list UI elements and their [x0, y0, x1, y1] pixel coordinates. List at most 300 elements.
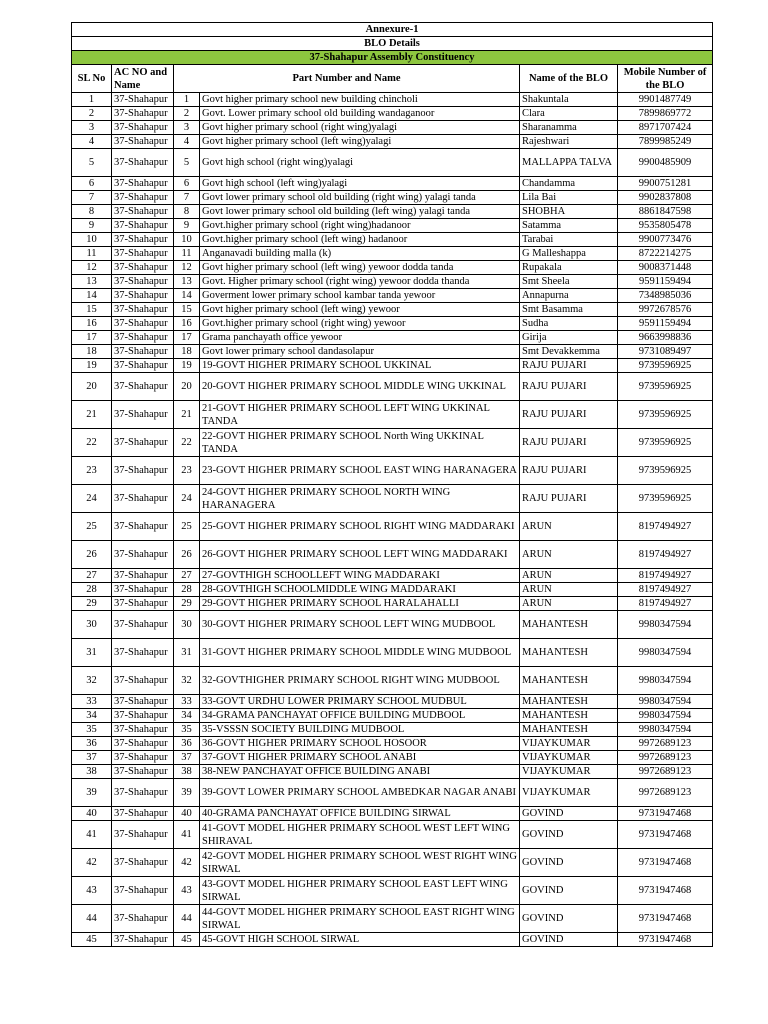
mobile-number-cell: 9731947468 [618, 807, 713, 821]
blo-name-cell: VIJAYKUMAR [520, 779, 618, 807]
part-number-cell: 14 [174, 289, 200, 303]
part-name-cell: Govt high school (right wing)yalagi [200, 149, 520, 177]
table-row [72, 191, 713, 205]
part-number-cell: 16 [174, 317, 200, 331]
part-number-cell: 31 [174, 639, 200, 667]
part-number-cell: 10 [174, 233, 200, 247]
part-name-cell: 31-GOVT HIGHER PRIMARY SCHOOL MIDDLE WING MUDBOOL [200, 639, 520, 667]
part-name-cell: 22-GOVT HIGHER PRIMARY SCHOOL North Wing UKKINAL TANDA [200, 429, 520, 457]
table-row [72, 289, 713, 303]
sl-no-cell: 12 [72, 261, 112, 275]
part-number-cell: 6 [174, 177, 200, 191]
constituency-banner: 37-Shahapur Assembly Constituency [72, 51, 713, 65]
mobile-number-cell: 9739596925 [618, 457, 713, 485]
blo-name-cell: GOVIND [520, 849, 618, 877]
blo-name-cell: RAJU PUJARI [520, 401, 618, 429]
sl-no-cell: 5 [72, 149, 112, 177]
part-name-cell: 26-GOVT HIGHER PRIMARY SCHOOL LEFT WING MADDARAKI [200, 541, 520, 569]
sl-no-cell: 7 [72, 191, 112, 205]
table-row [72, 639, 713, 667]
ac-name-cell: 37-Shahapur [112, 569, 174, 583]
blo-name-cell: G Malleshappa [520, 247, 618, 261]
table-row [72, 205, 713, 219]
mobile-number-cell: 9731947468 [618, 821, 713, 849]
sl-no-cell: 34 [72, 709, 112, 723]
part-name-cell: Govt high school (left wing)yalagi [200, 177, 520, 191]
part-number-cell: 17 [174, 331, 200, 345]
part-name-cell: 28-GOVTHIGH SCHOOLMIDDLE WING MADDARAKI [200, 583, 520, 597]
sl-no-cell: 29 [72, 597, 112, 611]
blo-name-cell: MAHANTESH [520, 695, 618, 709]
ac-name-cell: 37-Shahapur [112, 877, 174, 905]
table-row [72, 457, 713, 485]
part-number-cell: 9 [174, 219, 200, 233]
ac-name-cell: 37-Shahapur [112, 583, 174, 597]
sl-no-cell: 24 [72, 485, 112, 513]
mobile-number-cell: 8197494927 [618, 583, 713, 597]
part-number-cell: 44 [174, 905, 200, 933]
blo-name-cell: RAJU PUJARI [520, 429, 618, 457]
part-name-cell: Govt. Lower primary school old building wandaganoor [200, 107, 520, 121]
part-number-cell: 25 [174, 513, 200, 541]
part-number-cell: 42 [174, 849, 200, 877]
part-number-cell: 30 [174, 611, 200, 639]
mobile-number-cell: 8197494927 [618, 513, 713, 541]
mobile-number-cell: 8197494927 [618, 569, 713, 583]
ac-name-cell: 37-Shahapur [112, 821, 174, 849]
ac-name-cell: 37-Shahapur [112, 429, 174, 457]
part-number-cell: 38 [174, 765, 200, 779]
table-row [72, 807, 713, 821]
mobile-number-cell: 9731089497 [618, 345, 713, 359]
part-name-cell: 33-GOVT URDHU LOWER PRIMARY SCHOOL MUDBUL [200, 695, 520, 709]
part-number-cell: 29 [174, 597, 200, 611]
blo-name-cell: Girija [520, 331, 618, 345]
col-header-blo-name: Name of the BLO [520, 65, 618, 93]
table-row [72, 513, 713, 541]
mobile-number-cell: 8197494927 [618, 597, 713, 611]
part-number-cell: 32 [174, 667, 200, 695]
mobile-number-cell: 9739596925 [618, 359, 713, 373]
mobile-number-cell: 9980347594 [618, 667, 713, 695]
mobile-number-cell: 9591159494 [618, 317, 713, 331]
mobile-number-cell: 9972689123 [618, 765, 713, 779]
ac-name-cell: 37-Shahapur [112, 107, 174, 121]
mobile-number-cell: 8861847598 [618, 205, 713, 219]
blo-name-cell: Rupakala [520, 261, 618, 275]
part-name-cell: Govt higher primary school (right wing)yalagi [200, 121, 520, 135]
table-row [72, 569, 713, 583]
part-name-cell: Goverment lower primary school kambar tanda yewoor [200, 289, 520, 303]
sl-no-cell: 19 [72, 359, 112, 373]
table-row [72, 485, 713, 513]
blo-name-cell: VIJAYKUMAR [520, 737, 618, 751]
sl-no-cell: 8 [72, 205, 112, 219]
part-number-cell: 12 [174, 261, 200, 275]
sl-no-cell: 9 [72, 219, 112, 233]
blo-name-cell: ARUN [520, 541, 618, 569]
sl-no-cell: 37 [72, 751, 112, 765]
sl-no-cell: 36 [72, 737, 112, 751]
table-row [72, 583, 713, 597]
table-row [72, 877, 713, 905]
ac-name-cell: 37-Shahapur [112, 765, 174, 779]
table-row [72, 219, 713, 233]
ac-name-cell: 37-Shahapur [112, 695, 174, 709]
part-name-cell: Govt lower primary school dandasolapur [200, 345, 520, 359]
table-row [72, 541, 713, 569]
sl-no-cell: 33 [72, 695, 112, 709]
mobile-number-cell: 8197494927 [618, 541, 713, 569]
table-row [72, 303, 713, 317]
blo-name-cell: Clara [520, 107, 618, 121]
part-name-cell: Govt lower primary school old building (right wing) yalagi tanda [200, 191, 520, 205]
part-name-cell: Anganavadi building malla (k) [200, 247, 520, 261]
table-row [72, 905, 713, 933]
mobile-number-cell: 7348985036 [618, 289, 713, 303]
part-name-cell: 29-GOVT HIGHER PRIMARY SCHOOL HARALAHALLI [200, 597, 520, 611]
ac-name-cell: 37-Shahapur [112, 639, 174, 667]
blo-name-cell: Sudha [520, 317, 618, 331]
blo-name-cell: Rajeshwari [520, 135, 618, 149]
mobile-number-cell: 7899869772 [618, 107, 713, 121]
blo-name-cell: Lila Bai [520, 191, 618, 205]
table-row [72, 401, 713, 429]
part-number-cell: 27 [174, 569, 200, 583]
mobile-number-cell: 9739596925 [618, 373, 713, 401]
ac-name-cell: 37-Shahapur [112, 373, 174, 401]
sl-no-cell: 13 [72, 275, 112, 289]
ac-name-cell: 37-Shahapur [112, 849, 174, 877]
part-name-cell: 44-GOVT MODEL HIGHER PRIMARY SCHOOL EAST RIGHT WING SIRWAL [200, 905, 520, 933]
part-name-cell: Govt lower primary school old building (left wing) yalagi tanda [200, 205, 520, 219]
part-number-cell: 13 [174, 275, 200, 289]
blo-name-cell: MAHANTESH [520, 723, 618, 737]
mobile-number-cell: 9535805478 [618, 219, 713, 233]
ac-name-cell: 37-Shahapur [112, 149, 174, 177]
part-name-cell: Govt.higher primary school (left wing) hadanoor [200, 233, 520, 247]
mobile-number-cell: 9980347594 [618, 695, 713, 709]
table-row [72, 275, 713, 289]
table-row [72, 933, 713, 947]
part-name-cell: 36-GOVT HIGHER PRIMARY SCHOOL HOSOOR [200, 737, 520, 751]
mobile-number-cell: 9972689123 [618, 779, 713, 807]
sl-no-cell: 14 [72, 289, 112, 303]
sl-no-cell: 3 [72, 121, 112, 135]
ac-name-cell: 37-Shahapur [112, 219, 174, 233]
part-name-cell: 23-GOVT HIGHER PRIMARY SCHOOL EAST WING HARANAGERA [200, 457, 520, 485]
sl-no-cell: 16 [72, 317, 112, 331]
blo-name-cell: Satamma [520, 219, 618, 233]
blo-name-cell: MAHANTESH [520, 709, 618, 723]
part-name-cell: 37-GOVT HIGHER PRIMARY SCHOOL ANABI [200, 751, 520, 765]
ac-name-cell: 37-Shahapur [112, 751, 174, 765]
ac-name-cell: 37-Shahapur [112, 597, 174, 611]
mobile-number-cell: 9731947468 [618, 905, 713, 933]
mobile-number-cell: 9972689123 [618, 751, 713, 765]
part-number-cell: 20 [174, 373, 200, 401]
table-row [72, 247, 713, 261]
sl-no-cell: 15 [72, 303, 112, 317]
part-number-cell: 4 [174, 135, 200, 149]
mobile-number-cell: 9902837808 [618, 191, 713, 205]
part-number-cell: 7 [174, 191, 200, 205]
mobile-number-cell: 9980347594 [618, 639, 713, 667]
col-header-part-number: Part Number and Name [174, 65, 520, 93]
sl-no-cell: 28 [72, 583, 112, 597]
sl-no-cell: 45 [72, 933, 112, 947]
ac-name-cell: 37-Shahapur [112, 121, 174, 135]
part-number-cell: 21 [174, 401, 200, 429]
blo-name-cell: Smt Sheela [520, 275, 618, 289]
ac-name-cell: 37-Shahapur [112, 205, 174, 219]
mobile-number-cell: 9731947468 [618, 933, 713, 947]
mobile-number-cell: 9591159494 [618, 275, 713, 289]
ac-name-cell: 37-Shahapur [112, 317, 174, 331]
table-row [72, 611, 713, 639]
annexure-title: Annexure-1 [72, 23, 713, 37]
sl-no-cell: 38 [72, 765, 112, 779]
table-row [72, 429, 713, 457]
mobile-number-cell: 9739596925 [618, 485, 713, 513]
blo-name-cell: Shakuntala [520, 93, 618, 107]
sl-no-cell: 27 [72, 569, 112, 583]
blo-name-cell: Smt Devakkemma [520, 345, 618, 359]
mobile-number-cell: 7899985249 [618, 135, 713, 149]
sl-no-cell: 18 [72, 345, 112, 359]
part-name-cell: 42-GOVT MODEL HIGHER PRIMARY SCHOOL WEST RIGHT WING SIRWAL [200, 849, 520, 877]
blo-name-cell: Sharanamma [520, 121, 618, 135]
ac-name-cell: 37-Shahapur [112, 345, 174, 359]
part-name-cell: Grama panchayath office yewoor [200, 331, 520, 345]
table-body [72, 93, 713, 947]
sl-no-cell: 43 [72, 877, 112, 905]
part-name-cell: 25-GOVT HIGHER PRIMARY SCHOOL RIGHT WING MADDARAKI [200, 513, 520, 541]
part-number-cell: 22 [174, 429, 200, 457]
blo-name-cell: RAJU PUJARI [520, 373, 618, 401]
sl-no-cell: 2 [72, 107, 112, 121]
sl-no-cell: 22 [72, 429, 112, 457]
sl-no-cell: 11 [72, 247, 112, 261]
mobile-number-cell: 9900773476 [618, 233, 713, 247]
ac-name-cell: 37-Shahapur [112, 723, 174, 737]
sl-no-cell: 32 [72, 667, 112, 695]
part-number-cell: 23 [174, 457, 200, 485]
mobile-number-cell: 9008371448 [618, 261, 713, 275]
mobile-number-cell: 9972678576 [618, 303, 713, 317]
table-row [72, 737, 713, 751]
table-row [72, 695, 713, 709]
table-row [72, 765, 713, 779]
part-name-cell: 34-GRAMA PANCHAYAT OFFICE BUILDING MUDBOOL [200, 709, 520, 723]
ac-name-cell: 37-Shahapur [112, 261, 174, 275]
blo-name-cell: ARUN [520, 583, 618, 597]
mobile-number-cell: 9972689123 [618, 737, 713, 751]
part-name-cell: 39-GOVT LOWER PRIMARY SCHOOL AMBEDKAR NAGAR ANABI [200, 779, 520, 807]
col-header-ac-no: AC NO and Name [112, 65, 174, 93]
mobile-number-cell: 9663998836 [618, 331, 713, 345]
mobile-number-cell: 9731947468 [618, 877, 713, 905]
table-row [72, 359, 713, 373]
blo-name-cell: MAHANTESH [520, 667, 618, 695]
part-name-cell: 43-GOVT MODEL HIGHER PRIMARY SCHOOL EAST LEFT WING SIRWAL [200, 877, 520, 905]
mobile-number-cell: 8971707424 [618, 121, 713, 135]
col-header-mobile: Mobile Number of the BLO [618, 65, 713, 93]
blo-name-cell: VIJAYKUMAR [520, 765, 618, 779]
sl-no-cell: 39 [72, 779, 112, 807]
mobile-number-cell: 9901487749 [618, 93, 713, 107]
blo-name-cell: RAJU PUJARI [520, 359, 618, 373]
blo-table [71, 22, 713, 947]
part-number-cell: 26 [174, 541, 200, 569]
blo-name-cell: GOVIND [520, 807, 618, 821]
table-row [72, 723, 713, 737]
table-row [72, 107, 713, 121]
table-row [72, 121, 713, 135]
part-number-cell: 2 [174, 107, 200, 121]
ac-name-cell: 37-Shahapur [112, 457, 174, 485]
ac-name-cell: 37-Shahapur [112, 933, 174, 947]
ac-name-cell: 37-Shahapur [112, 485, 174, 513]
table-row [72, 373, 713, 401]
table-row [72, 317, 713, 331]
blo-details-sheet [71, 22, 712, 947]
sl-no-cell: 1 [72, 93, 112, 107]
sl-no-cell: 35 [72, 723, 112, 737]
part-name-cell: Govt higher primary school (left wing) yewoor [200, 303, 520, 317]
ac-name-cell: 37-Shahapur [112, 289, 174, 303]
ac-name-cell: 37-Shahapur [112, 93, 174, 107]
table-row [72, 331, 713, 345]
table-row [72, 751, 713, 765]
ac-name-cell: 37-Shahapur [112, 905, 174, 933]
part-name-cell: 19-GOVT HIGHER PRIMARY SCHOOL UKKINAL [200, 359, 520, 373]
ac-name-cell: 37-Shahapur [112, 611, 174, 639]
ac-name-cell: 37-Shahapur [112, 737, 174, 751]
part-number-cell: 5 [174, 149, 200, 177]
part-number-cell: 19 [174, 359, 200, 373]
part-number-cell: 41 [174, 821, 200, 849]
mobile-number-cell: 8722214275 [618, 247, 713, 261]
document-title: BLO Details [72, 37, 713, 51]
ac-name-cell: 37-Shahapur [112, 233, 174, 247]
part-name-cell: 24-GOVT HIGHER PRIMARY SCHOOL NORTH WING HARANAGERA [200, 485, 520, 513]
sl-no-cell: 40 [72, 807, 112, 821]
mobile-number-cell: 9980347594 [618, 723, 713, 737]
ac-name-cell: 37-Shahapur [112, 359, 174, 373]
part-number-cell: 35 [174, 723, 200, 737]
sl-no-cell: 30 [72, 611, 112, 639]
table-row [72, 849, 713, 877]
part-number-cell: 40 [174, 807, 200, 821]
table-row [72, 261, 713, 275]
part-number-cell: 24 [174, 485, 200, 513]
part-number-cell: 45 [174, 933, 200, 947]
part-number-cell: 3 [174, 121, 200, 135]
ac-name-cell: 37-Shahapur [112, 177, 174, 191]
ac-name-cell: 37-Shahapur [112, 779, 174, 807]
blo-name-cell: ARUN [520, 597, 618, 611]
table-row [72, 779, 713, 807]
blo-name-cell: Chandamma [520, 177, 618, 191]
ac-name-cell: 37-Shahapur [112, 303, 174, 317]
table-row [72, 93, 713, 107]
part-name-cell: Govt higher primary school new building chincholi [200, 93, 520, 107]
blo-name-cell: Annapurna [520, 289, 618, 303]
blo-name-cell: SHOBHA [520, 205, 618, 219]
mobile-number-cell: 9731947468 [618, 849, 713, 877]
blo-name-cell: GOVIND [520, 905, 618, 933]
sl-no-cell: 31 [72, 639, 112, 667]
mobile-number-cell: 9900485909 [618, 149, 713, 177]
part-name-cell: 27-GOVTHIGH SCHOOLLEFT WING MADDARAKI [200, 569, 520, 583]
table-row [72, 667, 713, 695]
blo-name-cell: ARUN [520, 513, 618, 541]
sl-no-cell: 21 [72, 401, 112, 429]
table-row [72, 233, 713, 247]
part-name-cell: Govt. Higher primary school (right wing) yewoor dodda thanda [200, 275, 520, 289]
part-name-cell: 45-GOVT HIGH SCHOOL SIRWAL [200, 933, 520, 947]
table-row [72, 345, 713, 359]
part-name-cell: Govt.higher primary school (right wing) yewoor [200, 317, 520, 331]
ac-name-cell: 37-Shahapur [112, 667, 174, 695]
blo-name-cell: GOVIND [520, 821, 618, 849]
sl-no-cell: 4 [72, 135, 112, 149]
table-row [72, 135, 713, 149]
mobile-number-cell: 9739596925 [618, 401, 713, 429]
mobile-number-cell: 9980347594 [618, 611, 713, 639]
table-row [72, 597, 713, 611]
sl-no-cell: 41 [72, 821, 112, 849]
sl-no-cell: 44 [72, 905, 112, 933]
blo-name-cell: RAJU PUJARI [520, 457, 618, 485]
mobile-number-cell: 9980347594 [618, 709, 713, 723]
part-name-cell: 32-GOVTHIGHER PRIMARY SCHOOL RIGHT WING MUDBOOL [200, 667, 520, 695]
table-row [72, 821, 713, 849]
blo-name-cell: GOVIND [520, 933, 618, 947]
part-name-cell: Govt.higher primary school (right wing)hadanoor [200, 219, 520, 233]
sl-no-cell: 17 [72, 331, 112, 345]
part-number-cell: 43 [174, 877, 200, 905]
part-name-cell: 41-GOVT MODEL HIGHER PRIMARY SCHOOL WEST LEFT WING SHIRAVAL [200, 821, 520, 849]
sl-no-cell: 6 [72, 177, 112, 191]
table-row [72, 149, 713, 177]
blo-name-cell: RAJU PUJARI [520, 485, 618, 513]
blo-name-cell: MAHANTESH [520, 639, 618, 667]
part-number-cell: 11 [174, 247, 200, 261]
part-number-cell: 36 [174, 737, 200, 751]
sl-no-cell: 23 [72, 457, 112, 485]
blo-name-cell: VIJAYKUMAR [520, 751, 618, 765]
table-row [72, 177, 713, 191]
sl-no-cell: 42 [72, 849, 112, 877]
ac-name-cell: 37-Shahapur [112, 401, 174, 429]
part-name-cell: 38-NEW PANCHAYAT OFFICE BUILDING ANABI [200, 765, 520, 779]
ac-name-cell: 37-Shahapur [112, 247, 174, 261]
part-number-cell: 8 [174, 205, 200, 219]
ac-name-cell: 37-Shahapur [112, 807, 174, 821]
blo-name-cell: MAHANTESH [520, 611, 618, 639]
mobile-number-cell: 9900751281 [618, 177, 713, 191]
part-number-cell: 39 [174, 779, 200, 807]
part-number-cell: 34 [174, 709, 200, 723]
part-number-cell: 28 [174, 583, 200, 597]
sl-no-cell: 10 [72, 233, 112, 247]
ac-name-cell: 37-Shahapur [112, 191, 174, 205]
blo-name-cell: Tarabai [520, 233, 618, 247]
part-number-cell: 15 [174, 303, 200, 317]
part-name-cell: 40-GRAMA PANCHAYAT OFFICE BUILDING SIRWAL [200, 807, 520, 821]
